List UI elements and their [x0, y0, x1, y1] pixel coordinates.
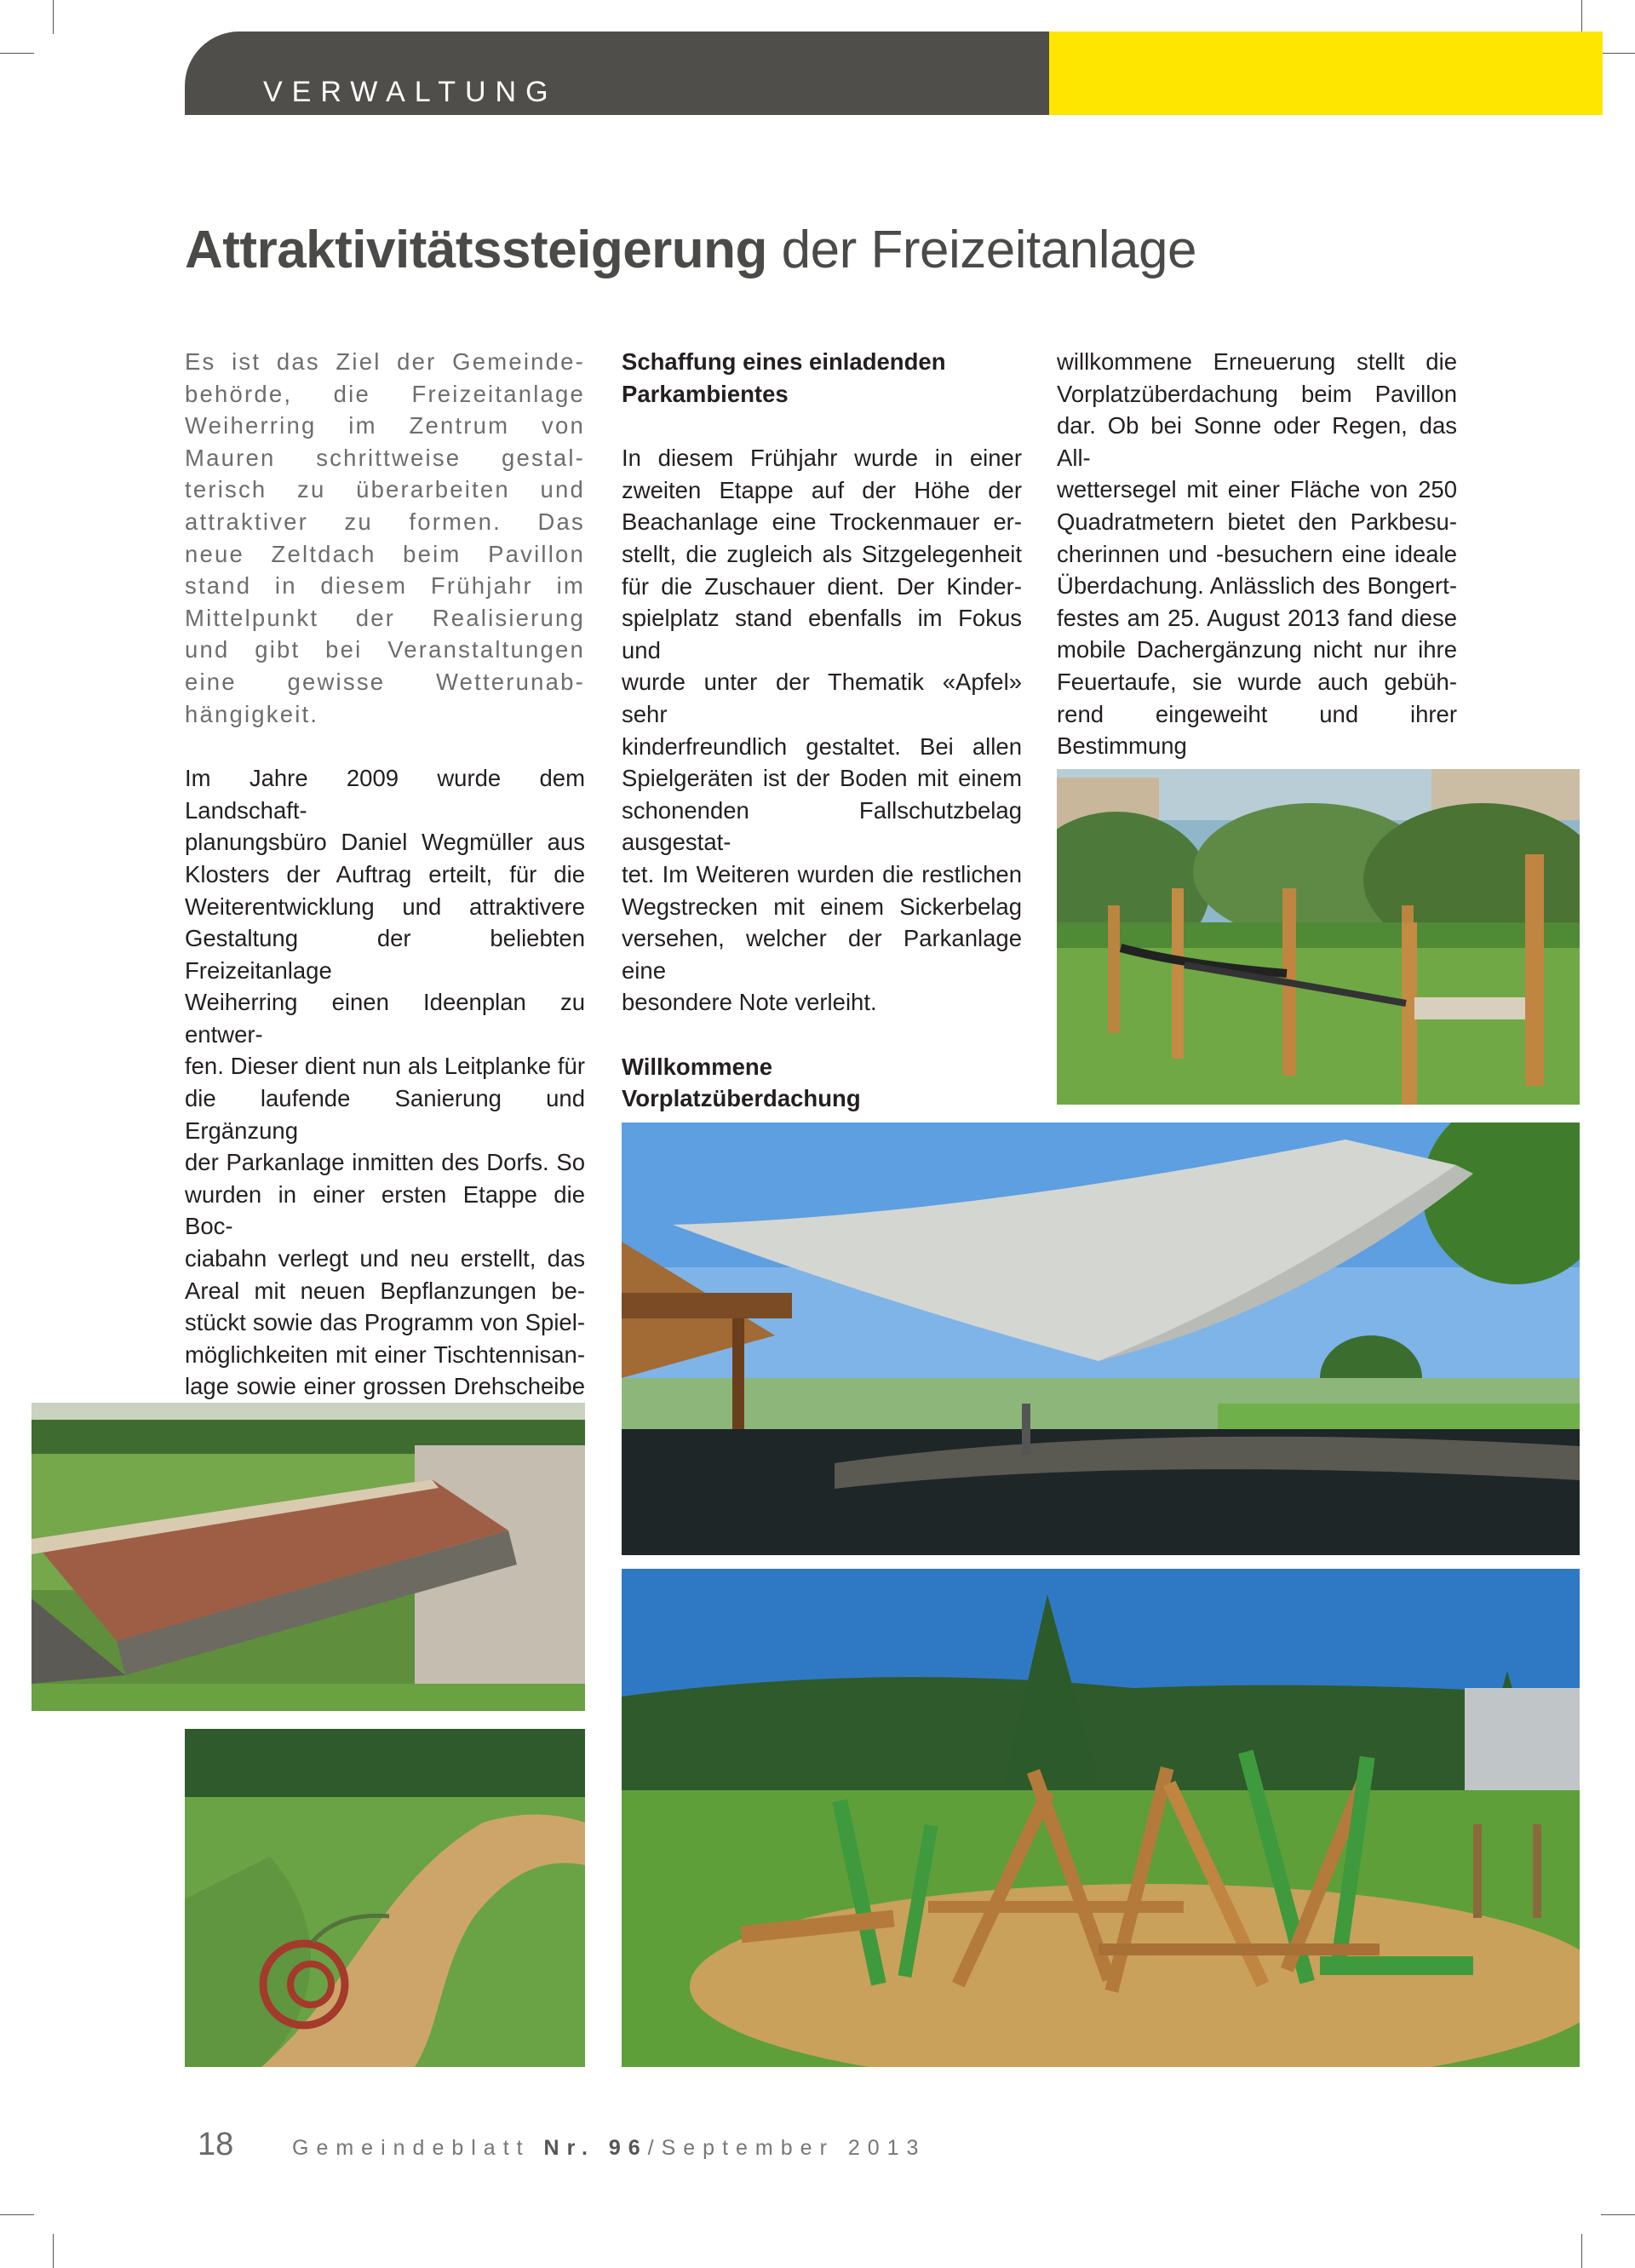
crop-mark — [0, 2214, 34, 2215]
text-line: Beachanlage eine Trockenmauer er- — [622, 508, 1022, 536]
text-line: zweiten Etappe auf der Höhe der — [622, 476, 1022, 503]
intro-line: Mittelpunkt der Realisierung — [185, 604, 585, 631]
text-line: Wegstrecken mit einem Sickerbelag — [622, 893, 1022, 920]
text-line: Überdachung. Anlässlich des Bongert- — [1057, 572, 1457, 600]
photo-playground — [622, 1569, 1580, 2067]
text-line: dar. Ob bei Sonne oder Regen, das All- — [1057, 412, 1457, 471]
text-line: für die Zuschauer dient. Der Kinder- — [622, 572, 1022, 600]
intro-line: neue Zeltdach beim Pavillon — [185, 540, 585, 567]
text-line: Weiherring einen Ideenplan zu entwer- — [185, 989, 585, 1048]
text-line: cherinnen und -besuchern eine ideale — [1057, 540, 1457, 567]
text-line: besondere Note verleiht. — [622, 989, 877, 1016]
crop-mark — [53, 2234, 54, 2268]
issue-number: Nr. 96 — [543, 2136, 648, 2160]
intro-line: hängigkeit. — [185, 700, 319, 727]
intro-line: attraktiver zu formen. Das — [185, 508, 585, 535]
article-title-bold: Attraktivitätssteigerung — [185, 221, 767, 279]
subheading-line: Vorplatzüberdachung — [622, 1085, 861, 1112]
text-line: Feuertaufe, sie wurde auch gebüh- — [1057, 668, 1457, 695]
text-line: lage sowie einer grossen Drehscheibe — [185, 1373, 585, 1400]
text-line: Areal mit neuen Bepflanzungen be- — [185, 1277, 585, 1304]
subheading — [622, 1051, 1022, 1115]
text-line: spielplatz stand ebenfalls im Fokus und — [622, 605, 1022, 663]
text-line: kinderfreundlich gestaltet. Bei allen — [622, 732, 1022, 760]
text-line: fen. Dieser dient nun als Leitplanke für — [185, 1053, 585, 1080]
intro-line: terisch zu überarbeiten und — [185, 476, 585, 503]
body-paragraph — [622, 442, 1022, 1019]
section-label: VERWALTUNG — [263, 76, 558, 108]
text-line: Vorplatzüberdachung beim Pavillon — [1057, 380, 1457, 407]
text-line: ciabahn verlegt und neu erstellt, das — [185, 1245, 585, 1272]
crop-mark — [0, 53, 34, 54]
text-line: versehen, welcher der Parkanlage eine — [622, 925, 1022, 984]
crop-mark — [53, 0, 54, 34]
publication-name: Gemeindeblatt — [292, 2136, 544, 2160]
text-line: rend eingeweiht und ihrer Bestimmung — [1057, 700, 1457, 760]
text-line: die laufende Sanierung und Ergänzung — [185, 1085, 585, 1144]
intro-line: Es ist das Ziel der Gemeinde- — [185, 348, 585, 375]
column-2 — [622, 346, 1022, 1211]
text-line: festes am 25. August 2013 fand diese — [1057, 604, 1457, 631]
intro-line: stand in diesem Frühjahr im — [185, 572, 585, 600]
intro-line: und gibt bei Veranstaltungen — [185, 636, 585, 663]
text-line: In diesem Frühjahr wurde in einer — [622, 445, 1022, 472]
article-title-rest: der Freizeitanlage — [766, 221, 1196, 279]
intro-line: eine gewisse Wetterunab- — [185, 668, 585, 695]
text-line: stellt, die zugleich als Sitzgelegenheit — [622, 540, 1022, 567]
subheading — [622, 346, 1022, 410]
text-line: Quadratmetern bietet den Parkbesu- — [1057, 508, 1457, 535]
text-line: tet. Im Weiteren wurden die restlichen — [622, 860, 1022, 887]
article-title — [185, 220, 1196, 280]
section-header — [185, 32, 1049, 115]
text-line: schonenden Fallschutzbelag ausgestat- — [622, 796, 1022, 856]
text-line: Spielgeräten ist der Boden mit einem — [622, 765, 1022, 792]
text-line: wettersegel mit einer Fläche von 250 — [1057, 476, 1457, 503]
photo-boccia-court — [32, 1403, 585, 1711]
header-accent — [1049, 32, 1603, 115]
text-line: Klosters der Auftrag erteilt, für die — [185, 860, 585, 887]
photo-sail-roof — [622, 1123, 1580, 1555]
crop-mark — [1581, 0, 1582, 34]
crop-mark — [1601, 53, 1635, 54]
publication-info — [292, 2136, 926, 2161]
photo-curved-path — [185, 1729, 585, 2067]
crop-mark — [1601, 2214, 1635, 2215]
column-3 — [1057, 346, 1457, 794]
text-line: mobile Dachergänzung nicht nur ihre — [1057, 636, 1457, 663]
text-line: wurden in einer ersten Etappe die Boc- — [185, 1180, 585, 1240]
crop-mark — [1581, 2234, 1582, 2268]
page-number: 18 — [198, 2127, 234, 2162]
photo-balance-beams — [1057, 769, 1580, 1105]
text-line: planungsbüro Daniel Wegmüller aus — [185, 829, 585, 856]
subheading-line: Parkambientes — [622, 380, 789, 407]
text-line: der Parkanlage inmitten des Dorfs. So — [185, 1149, 585, 1176]
text-line: Im Jahre 2009 wurde dem Landschaft- — [185, 765, 585, 824]
intro-paragraph — [185, 346, 585, 730]
column-1 — [185, 346, 585, 1530]
subheading-line: Willkommene — [622, 1053, 773, 1080]
text-line: willkommene Erneuerung stellt die — [1057, 348, 1457, 375]
text-line: Gestaltung der beliebten Freizeitanlage — [185, 925, 585, 984]
body-paragraph — [1057, 346, 1457, 794]
intro-line: behörde, die Freizeitanlage — [185, 380, 585, 407]
text-line: Weiterentwicklung und attraktivere — [185, 893, 585, 920]
text-line: möglichkeiten mit einer Tischtennisan- — [185, 1341, 585, 1368]
intro-line: Weiherring im Zentrum von — [185, 412, 585, 439]
subheading-line: Schaffung eines einladenden — [622, 348, 946, 375]
issue-date: /September 2013 — [647, 2136, 926, 2160]
intro-line: Mauren schrittweise gestal- — [185, 444, 585, 471]
text-line: wurde unter der Thematik «Apfel» sehr — [622, 669, 1022, 727]
text-line: stückt sowie das Programm von Spiel- — [185, 1309, 585, 1336]
